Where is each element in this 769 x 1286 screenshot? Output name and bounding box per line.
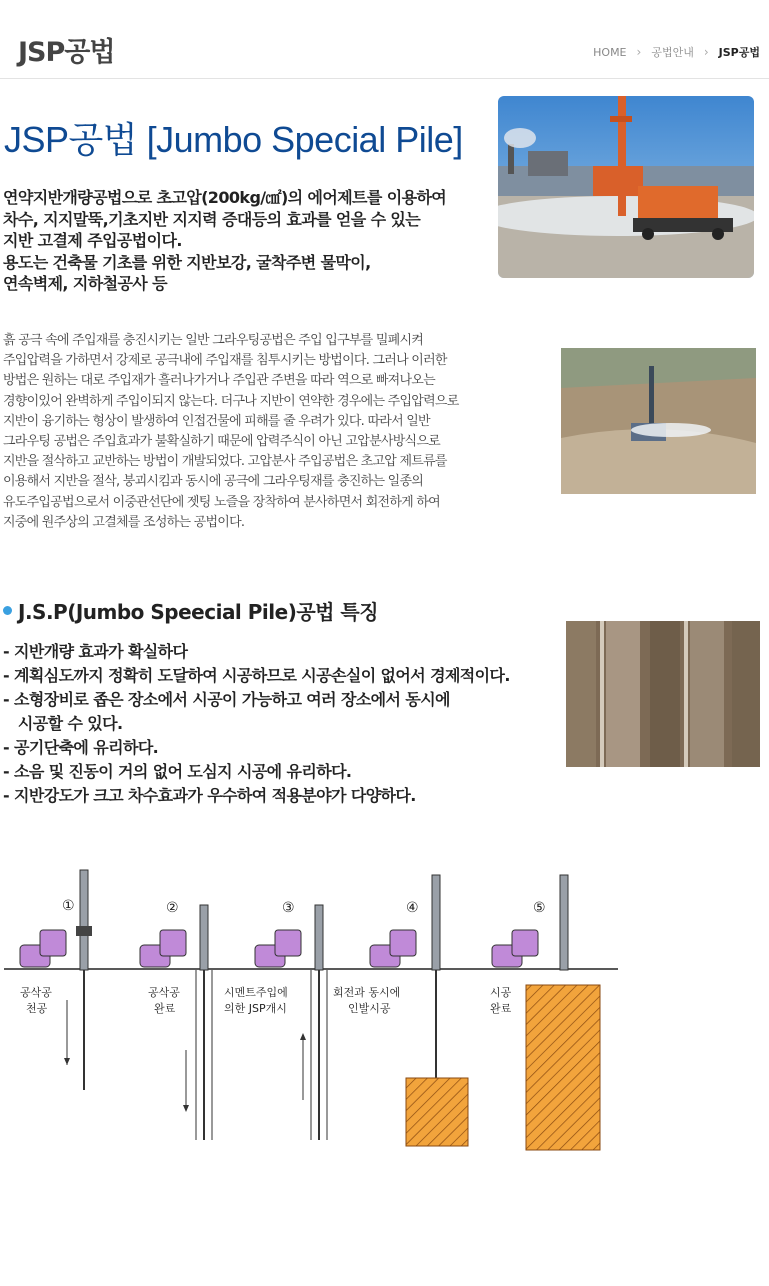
step-4-grout-column xyxy=(406,1078,468,1146)
step-5-label-2: 완료 xyxy=(490,1002,512,1015)
body-line: 그라우팅 공법은 주입효과가 불확실하기 때문에 압력주식이 아닌 고압분사방식으로 xyxy=(3,434,440,450)
step-3-label-1: 시멘트주입에 xyxy=(224,986,288,999)
drilling-rig-photo xyxy=(498,96,754,278)
intro-text xyxy=(3,187,503,295)
page-title: JSP공법 xyxy=(18,37,115,68)
chevron-right-icon: › xyxy=(703,45,709,59)
process-diagram xyxy=(0,860,769,1164)
breadcrumb xyxy=(593,44,760,60)
intro-line: 용도는 건축물 기초를 위한 지반보강, 굴착주변 물막이, xyxy=(3,252,371,272)
body-line: 주입압력을 가하면서 강제로 공극내에 주입재를 침투시키는 방법이다. 그러나 이러한 xyxy=(3,353,447,369)
body-line: 유도주입공법으로서 이중관선단에 젯팅 노즐을 장착하여 분사하면서 회전하게 하여 xyxy=(3,494,440,510)
page-header xyxy=(0,0,769,79)
excavation-photo xyxy=(561,348,756,494)
step-1-number: ① xyxy=(62,898,75,914)
body-line: 흙 공극 속에 주입재를 충진시키는 일반 그라우팅공법은 주입 입구부를 밀폐시켜 xyxy=(3,333,424,348)
intro-line: 연속벽제, 지하철공사 등 xyxy=(3,274,167,293)
step-1-label-1: 공삭공 xyxy=(20,986,52,999)
features-heading xyxy=(3,596,378,625)
breadcrumb-methods-link[interactable]: 공법안내 xyxy=(651,46,694,59)
feature-item: - 소음 및 진동이 거의 없어 도심지 시공에 유리하다. xyxy=(3,762,352,781)
step-4-label-2: 인발시공 xyxy=(348,1002,391,1015)
intro-line: 지반 고결제 주입공법이다. xyxy=(3,231,182,250)
step-2-rig xyxy=(140,905,212,1140)
step-2-number: ② xyxy=(166,900,179,916)
step-5-grout-column xyxy=(526,985,600,1150)
feature-item: 시공할 수 있다. xyxy=(3,714,123,733)
feature-item: - 계획심도까지 정확히 도달하여 시공하므로 시공손실이 없어서 경제적이다. xyxy=(3,666,510,685)
feature-item: - 공기단축에 유리하다. xyxy=(3,738,159,757)
breadcrumb-home-link[interactable]: HOME xyxy=(593,45,627,59)
feature-item: - 지반개량 효과가 확실하다 xyxy=(3,642,188,661)
body-line: 지반이 융기하는 형상이 발생하여 인접건물에 피해를 줄 우려가 있다. 따라서 일반 xyxy=(3,413,430,429)
intro-line: 차수, 지지말뚝,기초지반 지지력 증대등의 효과를 얻을 수 있는 xyxy=(3,209,421,229)
step-3-label-2: 의한 JSP개시 xyxy=(224,1002,287,1015)
soil-column-photo xyxy=(566,621,760,767)
body-line: 경향이있어 완벽하게 주입이되지 않는다. 더구나 지반이 연약한 경우에는 주입압력으로 xyxy=(3,393,459,409)
body-line: 지반을 절삭하고 교반하는 방법이 개발되었다. 고압분사 주입공법은 초고압 제트류를 xyxy=(3,454,447,470)
body-line: 지중에 원주상의 고결체를 조성하는 공법이다. xyxy=(3,514,245,530)
feature-item: - 소형장비로 좁은 장소에서 시공이 가능하고 여러 장소에서 동시에 xyxy=(3,690,450,709)
features-list xyxy=(3,640,510,808)
body-line: 이용해서 지반을 절삭, 붕괴시킴과 동시에 공극에 그라우팅재를 충진하는 일종의 xyxy=(3,474,424,490)
step-2-label-1: 공삭공 xyxy=(148,986,180,999)
step-4-label-1: 회전과 동시에 xyxy=(333,986,401,999)
step-5-number: ⑤ xyxy=(533,900,546,916)
bullet-icon xyxy=(3,606,12,615)
chevron-right-icon: › xyxy=(636,45,642,59)
intro-line: 연약지반개량공법으로 초고압(200kg/㎠)의 에어제트를 이용하여 xyxy=(3,188,447,207)
features-heading-text: J.S.P(Jumbo Speecial Pile)공법 특징 xyxy=(18,600,379,624)
step-4-number: ④ xyxy=(406,900,419,916)
step-1-rig xyxy=(20,870,92,1090)
breadcrumb-current: JSP공법 xyxy=(718,46,760,59)
step-3-number: ③ xyxy=(282,900,295,916)
step-2-label-2: 완료 xyxy=(154,1002,176,1015)
step-1-label-2: 천공 xyxy=(26,1002,48,1015)
section-heading: JSP공법 [Jumbo Special Pile] xyxy=(4,119,463,160)
method-description xyxy=(3,331,563,533)
body-line: 방법은 원하는 대로 주입재가 흘러나가거나 주입관 주변을 따라 역으로 빠져나오는 xyxy=(3,373,435,389)
step-3-rig xyxy=(255,905,327,1140)
step-5-label-1: 시공 xyxy=(490,986,512,999)
feature-item: - 지반강도가 크고 차수효과가 우수하여 적용분야가 다양하다. xyxy=(3,786,416,805)
